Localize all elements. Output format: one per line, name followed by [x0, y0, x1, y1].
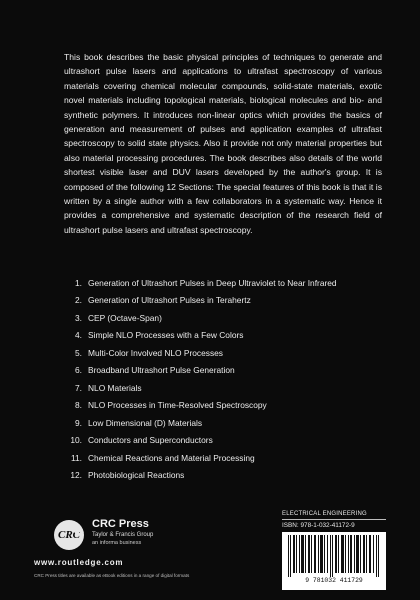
- isbn-text: ISBN: 978-1-032-41172-9: [282, 522, 355, 529]
- section-title: NLO Processes in Time-Resolved Spectroscopy: [88, 400, 267, 411]
- section-item: [64, 379, 382, 397]
- section-number: 6.: [75, 365, 82, 376]
- section-title: Generation of Ultrashort Pulses in Deep Ultraviolet to Near Infrared: [88, 277, 337, 288]
- publisher-tagline: an informa business: [92, 540, 142, 546]
- section-number: 9.: [75, 417, 82, 428]
- section-number: 3.: [75, 312, 82, 323]
- section-title: Multi-Color Involved NLO Processes: [88, 347, 223, 358]
- section-title: Chemical Reactions and Material Processing: [88, 452, 255, 463]
- section-number: 11.: [70, 452, 82, 463]
- barcode-bars-icon: [288, 535, 380, 577]
- section-title: Generation of Ultrashort Pulses in Terahertz: [88, 295, 251, 306]
- section-item: [64, 292, 382, 310]
- section-title: Simple NLO Processes with a Few Colors: [88, 330, 244, 341]
- section-item: [64, 274, 382, 292]
- section-item: [64, 467, 382, 485]
- section-item: [64, 432, 382, 450]
- publisher-group: Taylor & Francis Group: [92, 532, 154, 538]
- section-title: Photobiological Reactions: [88, 470, 185, 481]
- section-number: 7.: [75, 382, 82, 393]
- section-list: [64, 274, 382, 484]
- section-item: [64, 449, 382, 467]
- subject-category: ELECTRICAL ENGINEERING: [282, 511, 386, 520]
- section-number: 4.: [75, 330, 82, 341]
- section-item: [64, 327, 382, 345]
- back-cover-blurb: This book describes the basic physical principles of techniques to generate and ultrashort pulse lasers and applications to ultrafast spectroscopy of various materials covering chemical molecular compounds, solid-state materials, exotic novel materials including topological materials, biological molecules and bio- and synthetic polymers. It introduces non-linear optics which provides the basics of generation and measurement of pulses and application examples of ultrafast spectroscopy to solid state physics. Also it provide not only material properties but also material processing procedures. The book describes also details of the world shortest visible laser and DUV lasers developed by the author's group. It is composed of the following 12 Sections: The special features of this book is that it is written by a single author with a few collaborators in a systematic way. Hence it provides a comprehensive and systematic description of the research field of ultrashort pulse lasers and ultrafast spectroscopy.: [64, 52, 382, 235]
- section-title: CEP (Octave-Span): [88, 312, 162, 323]
- section-number: 12.: [70, 470, 82, 481]
- ebook-note: CRC Press titles are available as eBook editions in a range of digital formats: [34, 573, 190, 578]
- section-title: NLO Materials: [88, 382, 142, 393]
- barcode-digits: 9 781032 411729: [305, 577, 363, 584]
- section-item: [64, 344, 382, 362]
- section-title: Conductors and Superconductors: [88, 435, 213, 446]
- section-number: 10.: [70, 435, 82, 446]
- crc-logo-icon: CRC: [54, 520, 84, 550]
- section-item: [64, 309, 382, 327]
- publisher-name: CRC Press: [92, 518, 149, 530]
- section-title: Broadband Ultrashort Pulse Generation: [88, 365, 235, 376]
- section-number: 2.: [75, 295, 82, 306]
- section-number: 8.: [75, 400, 82, 411]
- section-item: [64, 362, 382, 380]
- section-title: Low Dimensional (D) Materials: [88, 417, 203, 428]
- section-item: [64, 414, 382, 432]
- publisher-website: www.routledge.com: [34, 558, 124, 567]
- section-number: 1.: [75, 277, 82, 288]
- section-item: [64, 397, 382, 415]
- barcode: [282, 532, 386, 590]
- section-number: 5.: [75, 347, 82, 358]
